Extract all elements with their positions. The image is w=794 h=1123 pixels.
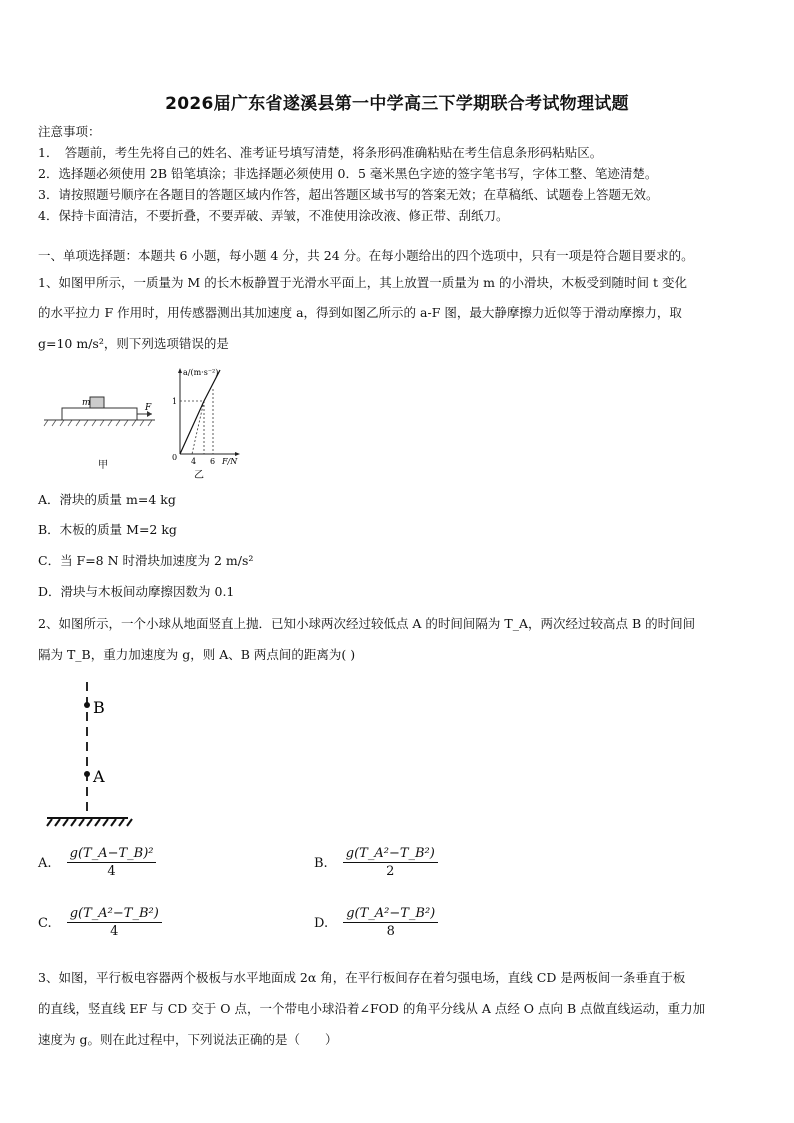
small-block: [90, 397, 104, 408]
q1-option-d: D．滑块与木板间动摩擦因数为 0.1: [38, 584, 235, 599]
q1-option-c: C．当 F=8 N 时滑块加速度为 2 m/s²: [38, 553, 254, 568]
point-b-dot: [84, 702, 90, 708]
q3-text-line: 速度为 g。则在此过程中，下列说法正确的是（ ）: [38, 1032, 338, 1047]
block-label: m: [82, 398, 91, 408]
q1-text-line: 1、如图甲所示，一质量为 M 的长木板静置于光滑水平面上，其上放置一质量为 m 的小滑块，木板受到随时间 t 变化: [38, 275, 687, 290]
q2-option-b: B. $\frac{\text{g(T\_A²−T\_B²)}}{2}$: [314, 846, 438, 879]
section-heading: 一、单项选择题：本题共 6 小题，每小题 4 分，共 24 分。在每小题给出的四个选项中，只有一项是符合题目要求的。: [38, 248, 694, 263]
notice-item: 1． 答题前，考生先将自己的姓名、准考证号填写清楚，将条形码准确粘贴在考生信息条形码粘贴区。: [38, 145, 603, 160]
q2-figure: [44, 678, 134, 830]
x-tick: 4: [191, 457, 197, 466]
origin-label: 0: [172, 453, 178, 462]
q2-text-line: 2、如图所示，一个小球从地面竖直上抛．已知小球两次经过较低点 A 的时间间隔为 T_A，两次经过较高点 B 的时间间: [38, 616, 696, 631]
q2-option-d: D. $\frac{\text{g(T\_A²−T\_B²)}}{8}$: [314, 906, 438, 939]
point-a-dot: [84, 771, 90, 777]
q2-option-c: C. $\frac{\text{g(T\_A²−T\_B²)}}{4}$: [38, 906, 162, 939]
page-title: 2026届广东省遂溪县第一中学高三下学期联合考试物理试题: [165, 94, 629, 114]
notice-item: 3．请按照题号顺序在各题目的答题区域内作答，超出答题区域书写的答案无效；在草稿纸、试题卷上答题无效。: [38, 187, 659, 202]
q1-option-a: A．滑块的质量 m=4 kg: [38, 492, 176, 507]
long-board: [62, 408, 137, 420]
q2-text-line: 隔为 T_B，重力加速度为 g，则 A、B 两点间的距离为( ): [38, 647, 356, 662]
q3-text-line: 的直线，竖直线 EF 与 CD 交于 O 点，一个带电小球沿着∠FOD 的角平分线从 A 点经 O 点向 B 点做直线运动，重力加: [38, 1001, 706, 1016]
figure-caption: 甲: [98, 460, 108, 470]
a-f-graph-line: [180, 370, 220, 454]
q1-option-b: B．木板的质量 M=2 kg: [38, 522, 177, 537]
notice-item: 4．保持卡面清洁，不要折叠，不要弄破、弄皱，不准使用涂改液、修正带、刮纸刀。: [38, 208, 509, 223]
x-axis-label: F/N: [222, 457, 238, 466]
q3-text-line: 3、如图，平行板电容器两个极板与水平地面成 2α 角，在平行板间存在着匀强电场，直线 CD 是两板间一条垂直于板: [38, 970, 686, 985]
y-tick: 1: [172, 397, 178, 406]
force-label: F: [145, 403, 152, 413]
q1-figure-yi: [170, 364, 245, 482]
notice-item: 2．选择题必须使用 2B 铅笔填涂；非选择题必须使用 0．5 毫米黑色字迹的签字笔书写，字体工整、笔迹清楚。: [38, 166, 658, 181]
point-b-label: B: [93, 698, 105, 717]
x-tick: 6: [210, 457, 216, 466]
y-axis-label: a/(m·s⁻²): [183, 368, 219, 377]
q2-option-a: A. $\frac{\text{g(T\_A−T\_B)²}}{4}$: [38, 846, 156, 879]
figure-caption: 乙: [194, 470, 204, 481]
q1-figure-jia: [40, 390, 165, 470]
point-a-label: A: [93, 767, 105, 786]
q1-text-line: g=10 m/s²，则下列选项错误的是: [38, 336, 229, 351]
notice-heading: 注意事项：: [38, 124, 101, 139]
q1-text-line: 的水平拉力 F 作用时，用传感器测出其加速度 a，得到如图乙所示的 a-F 图，最大静摩擦力近似等于滑动摩擦力，取: [38, 305, 682, 320]
